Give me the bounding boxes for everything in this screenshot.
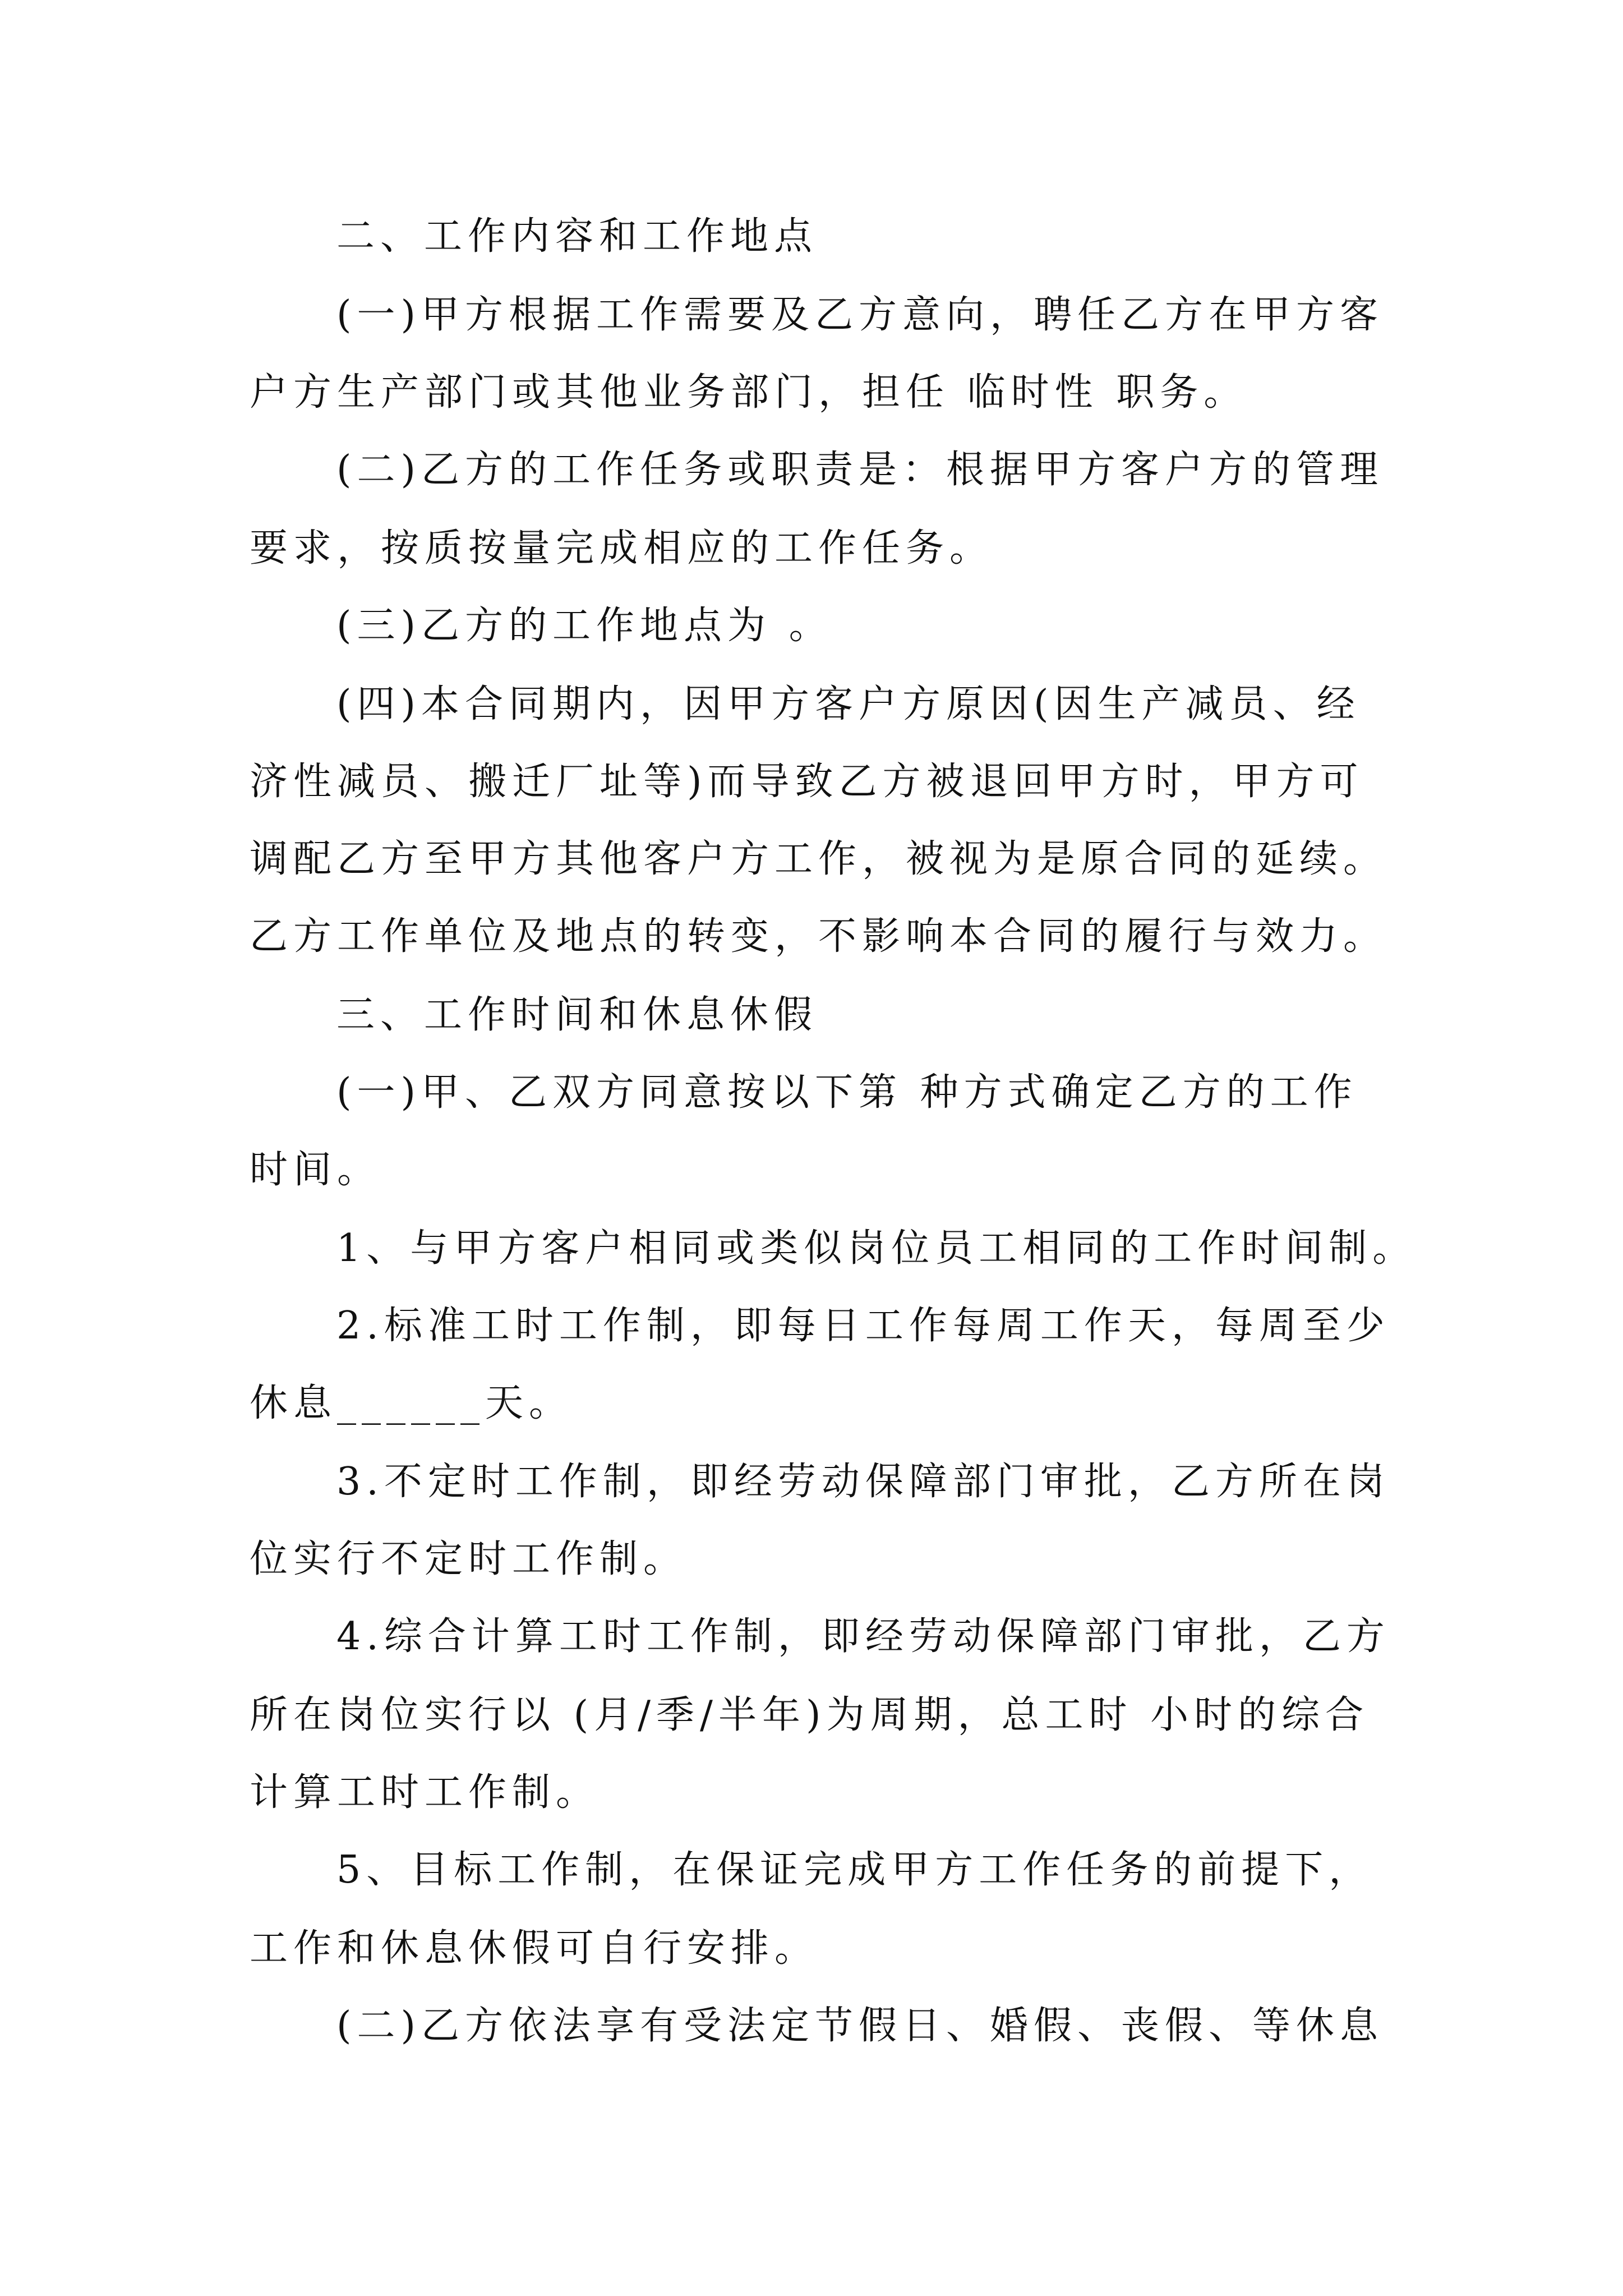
paragraph-line: 所在岗位实行以 (月/季/半年)为周期，总工时 小时的综合 [250, 1693, 1370, 1737]
paragraph-line: 3.不定时工作制，即经劳动保障部门审批，乙方所在岗 [336, 1460, 1390, 1504]
paragraph-line: (二)乙方依法享有受法定节假日、婚假、丧假、等休息 [336, 2004, 1384, 2048]
paragraph-line: 5、目标工作制，在保证完成甲方工作任务的前提下， [336, 1848, 1373, 1892]
paragraph-line: 济性减员、搬迁厂址等)而导致乙方被退回甲方时，甲方可 [250, 760, 1364, 804]
paragraph-line: 计算工时工作制。 [250, 1770, 600, 1815]
paragraph-line: 乙方工作单位及地点的转变，不影响本合同的履行与效力。 [250, 914, 1387, 959]
paragraph-line: 要求，按质按量完成相应的工作任务。 [250, 526, 994, 570]
paragraph-line: 调配乙方至甲方其他客户方工作，被视为是原合同的延续。 [250, 837, 1387, 881]
section-heading-work-time: 三、工作时间和休息休假 [336, 993, 818, 1037]
paragraph-line: 1、与甲方客户相同或类似岗位员工相同的工作时间制。 [336, 1226, 1417, 1271]
paragraph-line: 休息______天。 [250, 1381, 573, 1425]
section-heading-work-content: 二、工作内容和工作地点 [336, 214, 818, 259]
paragraph-line: 工作和休息休假可自行安排。 [250, 1926, 819, 1971]
paragraph-line: (四)本合同期内，因甲方客户方原因(因生产减员、经 [336, 682, 1361, 726]
paragraph-line: (一)甲方根据工作需要及乙方意向，聘任乙方在甲方客 [336, 293, 1384, 337]
paragraph-line: 位实行不定时工作制。 [250, 1537, 688, 1581]
paragraph-line: 4.综合计算工时工作制，即经劳动保障部门审批，乙方 [336, 1614, 1390, 1659]
paragraph-line: 时间。 [250, 1148, 381, 1192]
paragraph-line: (二)乙方的工作任务或职责是：根据甲方客户方的管理 [336, 448, 1384, 492]
paragraph-line: (三)乙方的工作地点为 。 [336, 604, 833, 648]
paragraph-line: 2.标准工时工作制，即每日工作每周工作天，每周至少 [336, 1304, 1390, 1348]
paragraph-line: (一)甲、乙双方同意按以下第 种方式确定乙方的工作 [336, 1070, 1358, 1115]
paragraph-line: 户方生产部门或其他业务部门，担任 临时性 职务。 [250, 370, 1248, 415]
